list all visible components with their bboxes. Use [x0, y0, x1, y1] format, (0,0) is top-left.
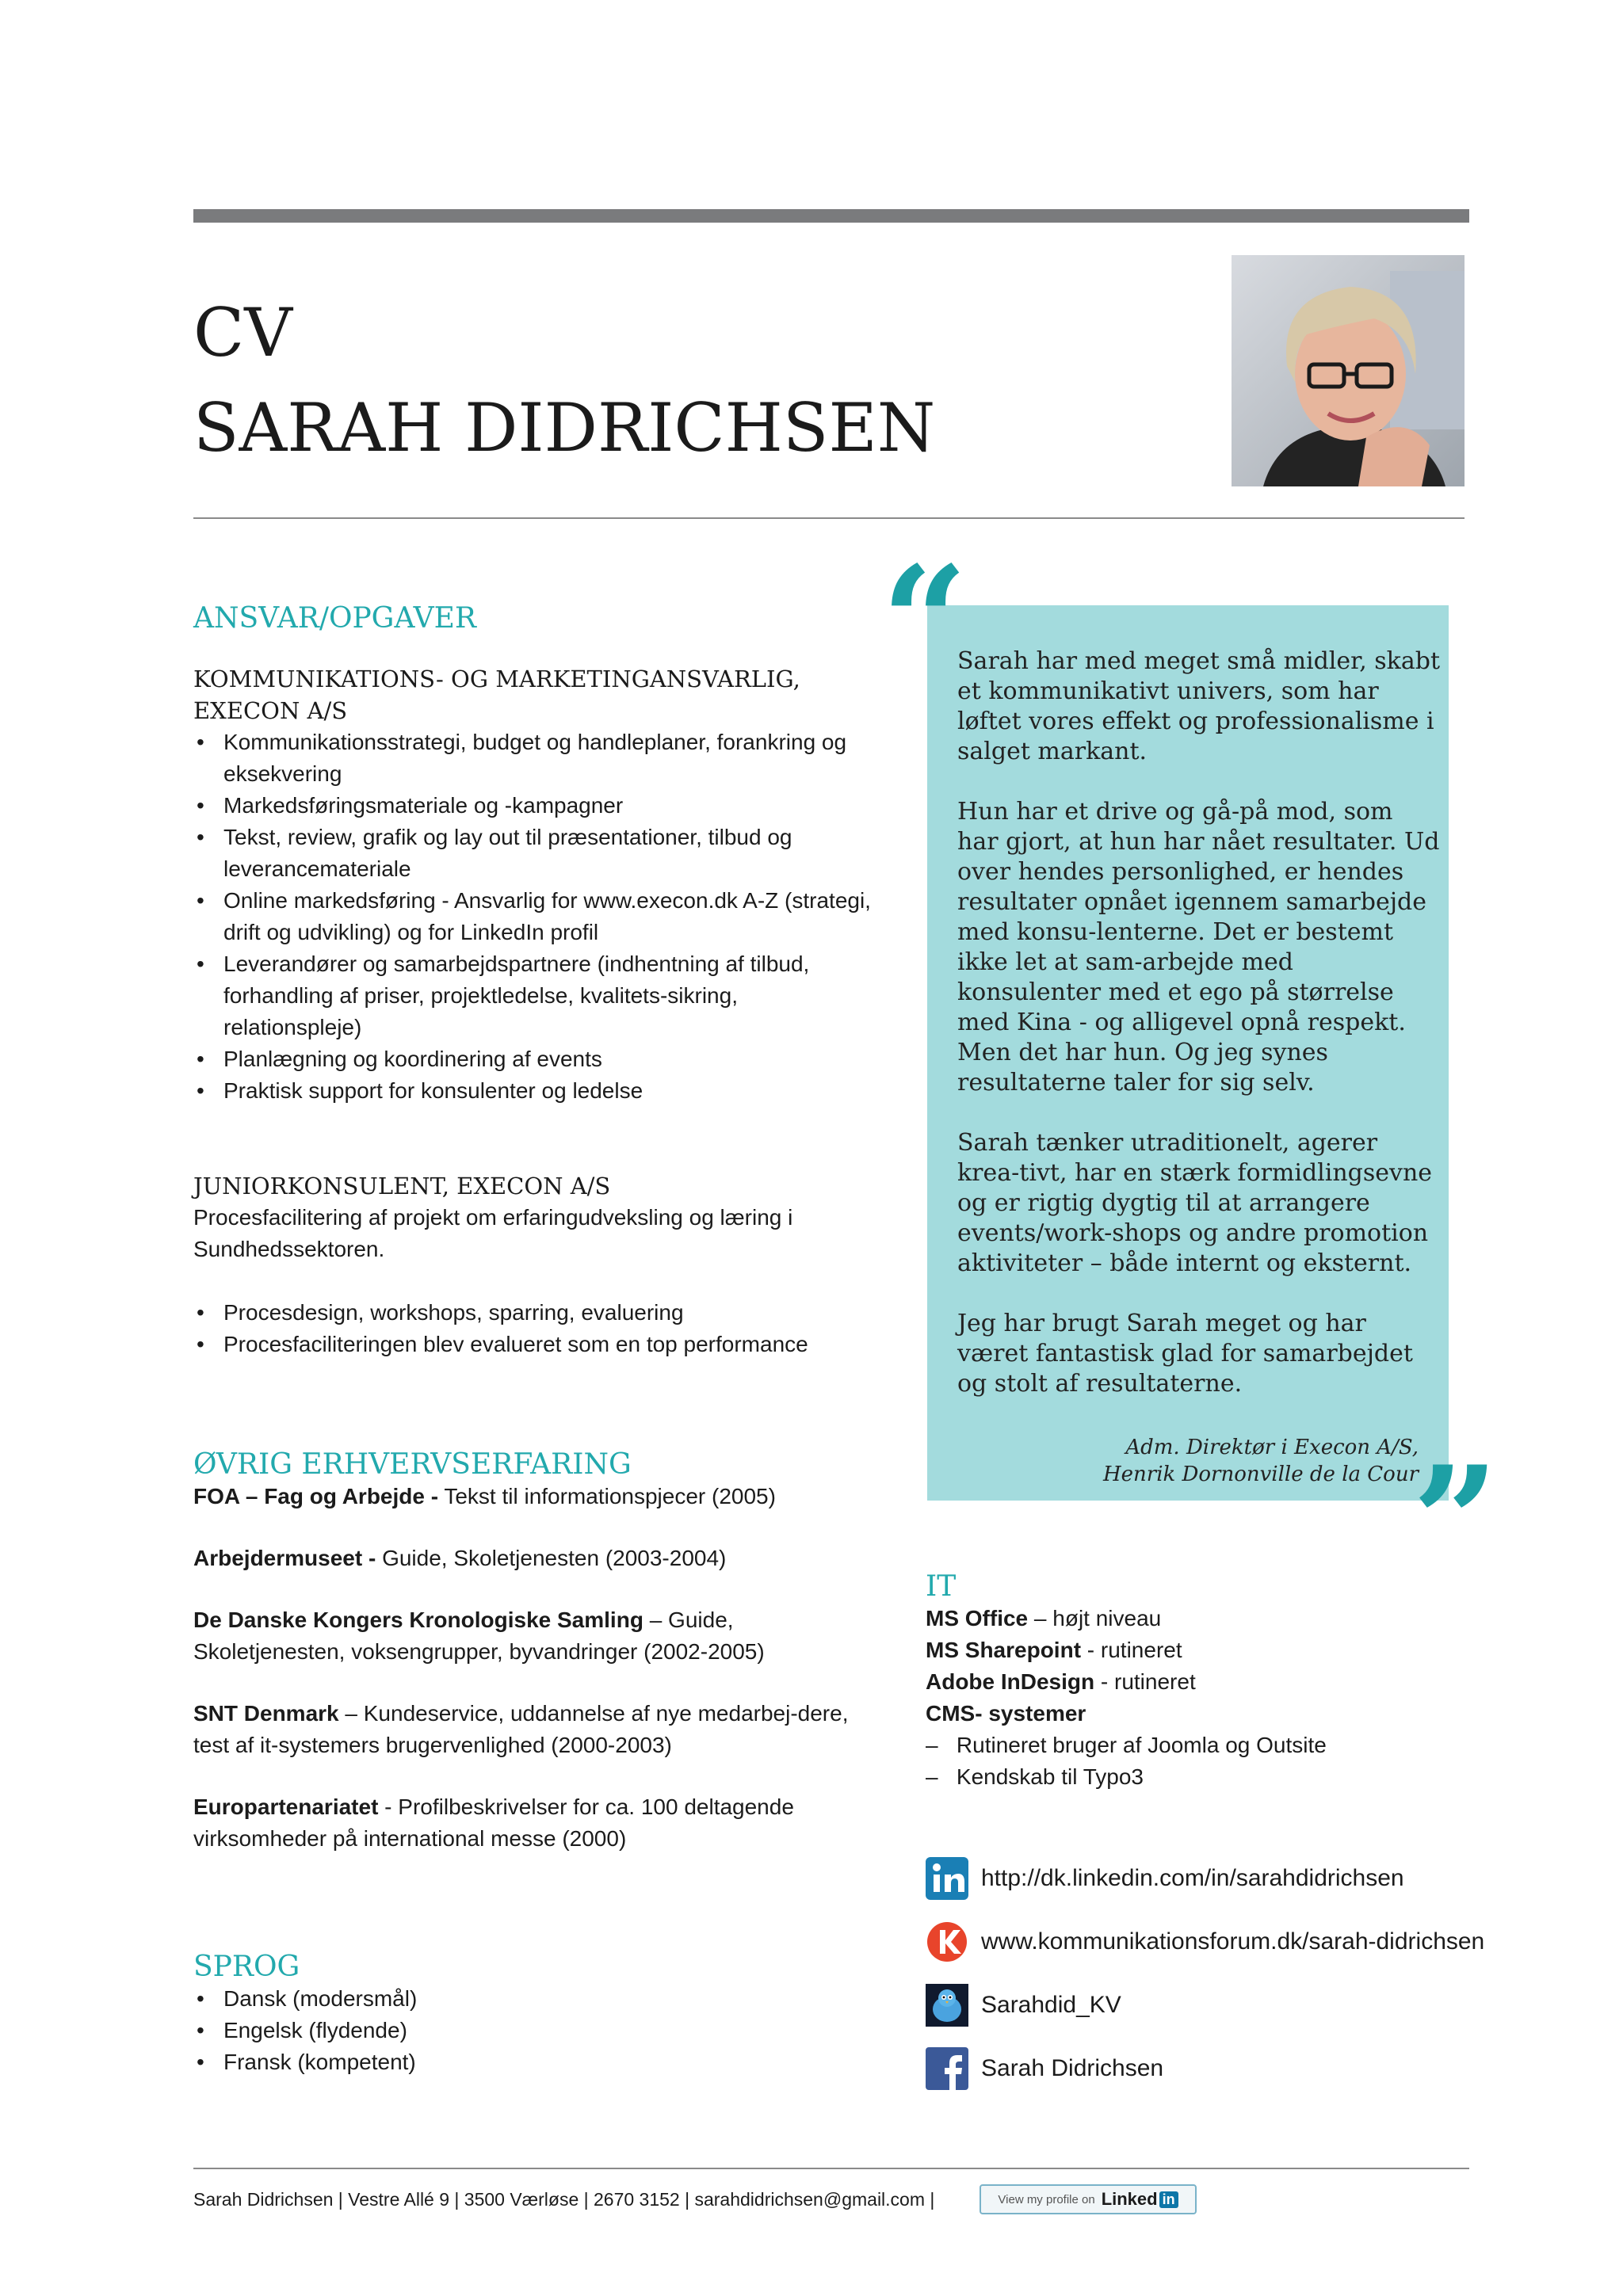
open-quote-mark: “ [881, 533, 968, 710]
it-skill-name: MS Sharepoint [926, 1638, 1082, 1662]
experience-text: Tekst til informationspjecer (2005) [438, 1484, 776, 1508]
list-item: • Leverandører og samarbejdspartnere (indhentning af tilbud, forhandling af priser, projektledelse, kvalitets-sikring, relationspleje) [193, 948, 875, 1043]
experience-org: SNT Denmark [193, 1701, 339, 1726]
title-name: SARAH DIDRICHSEN [193, 389, 936, 467]
twitter-bird-icon [924, 1982, 970, 2028]
linkedin-profile-badge[interactable] [980, 2184, 1197, 2214]
job1-title [193, 663, 875, 727]
experience-org: Arbejdermuseet - [193, 1546, 376, 1570]
footer-contact: Sarah Didrichsen | Vestre Allé 9 | 3500 Værløse | 2670 3152 | sarahdidrichsen@gmail.com | [193, 2189, 935, 2210]
list-item: • Procesfaciliteringen blev evalueret som en top performance [193, 1329, 875, 1360]
list-item: • Engelsk (flydende) [193, 2015, 748, 2046]
erfaring-heading: ØVRIG ERHVERVSERFARING [193, 1448, 632, 1481]
twitter-handle[interactable]: Sarahdid_KV [981, 1992, 1121, 2018]
experience-org: Europartenariatet [193, 1794, 379, 1819]
erfaring-section [193, 1448, 867, 1885]
testimonial-paragraph: Jeg har brugt Sarah meget og har været fantastisk glad for samarbejdet og stolt af resultaterne. [957, 1310, 1413, 1398]
it-skill-name: MS Office [926, 1606, 1029, 1630]
badge-in: in [1159, 2191, 1178, 2208]
ansvar-section [193, 602, 875, 1360]
sprog-heading: SPROG [193, 1951, 300, 1983]
experience-item [193, 1543, 867, 1574]
ansvar-heading: ANSVAR/OPGAVER [193, 602, 477, 635]
linkedin-icon [924, 1855, 970, 1901]
it-skill-row [926, 1634, 1465, 1666]
list-item: • Kommunikationsstrategi, budget og handleplaner, forankring og eksekvering [193, 727, 875, 790]
twitter-link[interactable] [924, 1981, 1121, 2030]
list-item: • Tekst, review, grafik og lay out til præsentationer, tilbud og leverancemateriale [193, 822, 875, 885]
list-item: • Online markedsføring - Ansvarlig for www.execon.dk A-Z (strategi, drift og udvikling) og for LinkedIn profil [193, 885, 875, 948]
close-quote-mark: ” [1412, 1433, 1499, 1610]
it-skill-name: Adobe InDesign [926, 1669, 1095, 1694]
it-skill-level: - rutineret [1081, 1638, 1182, 1662]
kommunikationsforum-icon [924, 1919, 970, 1965]
facebook-icon [924, 2046, 970, 2092]
it-skill-row [926, 1666, 1465, 1698]
job1-title-line2: EXECON A/S [193, 697, 348, 724]
job2-description: Procesfacilitering af projekt om erfaringudveksling og læring i Sundhedssektoren. [193, 1205, 793, 1261]
header-divider [193, 517, 1465, 519]
list-item: • Markedsføringsmateriale og -kampagner [193, 790, 875, 822]
portrait-image [1232, 255, 1465, 486]
cms-item: – Kendskab til Typo3 [926, 1764, 1144, 1789]
cms-item: – Rutineret bruger af Joomla og Outsite [926, 1733, 1327, 1757]
list-item: • Praktisk support for konsulenter og ledelse [193, 1075, 875, 1107]
experience-item [193, 1481, 867, 1512]
kommunikationsforum-url[interactable]: www.kommunikationsforum.dk/sarah-didrichsen [981, 1928, 1485, 1955]
experience-text: – Guide, Skoletjenesten, voksengrupper, byvandringer (2002-2005) [193, 1608, 765, 1664]
it-skill-level: – højt niveau [1028, 1606, 1162, 1630]
it-skill-name: CMS- systemer [926, 1701, 1086, 1726]
experience-text: – Kundeservice, uddannelse af nye medarbej-dere, test af it-systemers brugervenlighed (2000-2003) [193, 1701, 849, 1757]
it-section [926, 1570, 1465, 1793]
top-rule [193, 209, 1469, 223]
list-item: • Procesdesign, workshops, sparring, evaluering [193, 1297, 875, 1329]
language-list [193, 1983, 748, 2078]
it-heading: IT [926, 1570, 957, 1603]
testimonial-paragraph: Sarah har med meget små midler, skabt et kommunikativt univers, som har løftet vores effekt og professionalisme i salget markant. [957, 647, 1440, 765]
kommunikationsforum-link[interactable] [924, 1917, 1484, 1966]
experience-item [193, 1791, 867, 1855]
footer-divider [193, 2168, 1469, 2169]
sprog-section [193, 1951, 748, 2078]
facebook-link[interactable] [924, 2044, 1163, 2093]
list-item: • Dansk (modersmål) [193, 1983, 748, 2015]
it-skill-row [926, 1603, 1465, 1634]
facebook-name[interactable]: Sarah Didrichsen [981, 2055, 1164, 2081]
linkedin-url[interactable]: http://dk.linkedin.com/in/sarahdidrichsen [981, 1865, 1404, 1891]
title-cv: CV [193, 294, 292, 372]
profile-photo [1232, 255, 1465, 486]
testimonial-attribution [1030, 1434, 1419, 1488]
experience-org: FOA – Fag og Arbejde - [193, 1484, 439, 1508]
list-item: • Planlægning og koordinering af events [193, 1043, 875, 1075]
job2-title: JUNIORKONSULENT, EXECON A/S [193, 1173, 611, 1199]
linkedin-link[interactable] [924, 1854, 1404, 1903]
experience-text: Guide, Skoletjenesten (2003-2004) [376, 1546, 727, 1570]
badge-text: View my profile on [998, 2192, 1095, 2206]
it-skill-row [926, 1698, 1465, 1730]
experience-item [193, 1698, 867, 1761]
experience-text: - Profilbeskrivelser for ca. 100 deltagende virksomheder på international messe (2000) [193, 1794, 794, 1851]
job2-bullet-list [193, 1297, 875, 1360]
testimonial-text [957, 646, 1441, 1429]
experience-org: De Danske Kongers Kronologiske Samling [193, 1608, 643, 1632]
list-item: • Fransk (kompetent) [193, 2046, 748, 2078]
attribution-name: Henrik Dornonville de la Cour [1102, 1463, 1419, 1486]
page-title [193, 285, 935, 475]
badge-brand: Linked [1101, 2189, 1158, 2209]
attribution-title: Adm. Direktør i Execon A/S, [1125, 1436, 1419, 1459]
testimonial-paragraph: Sarah tænker utraditionelt, agerer krea-tivt, har en stærk formidlingsevne og er rigtig dygtig til at arrangere events/work-shops og andre promotion aktiviteter – både internt og eksternt. [957, 1129, 1433, 1277]
job1-title-line1: KOMMUNIKATIONS- OG MARKETINGANSVARLIG, [193, 666, 800, 692]
it-skill-level: - rutineret [1094, 1669, 1196, 1694]
experience-item [193, 1604, 867, 1668]
testimonial-paragraph: Hun har et drive og gå-på mod, som har gjort, at hun har nået resultater. Ud over hendes personlighed, er hendes resultater opnået igennem samarbejde med konsu-lenterne. Det er bestemt ikke let at sam-arbejde med konsulenter med et ego på størrelse med Kina - og alligevel opnå respekt. Men det har hun. Og jeg synes resultaterne taler for sig selv. [957, 798, 1440, 1097]
job1-bullet-list [193, 727, 875, 1107]
